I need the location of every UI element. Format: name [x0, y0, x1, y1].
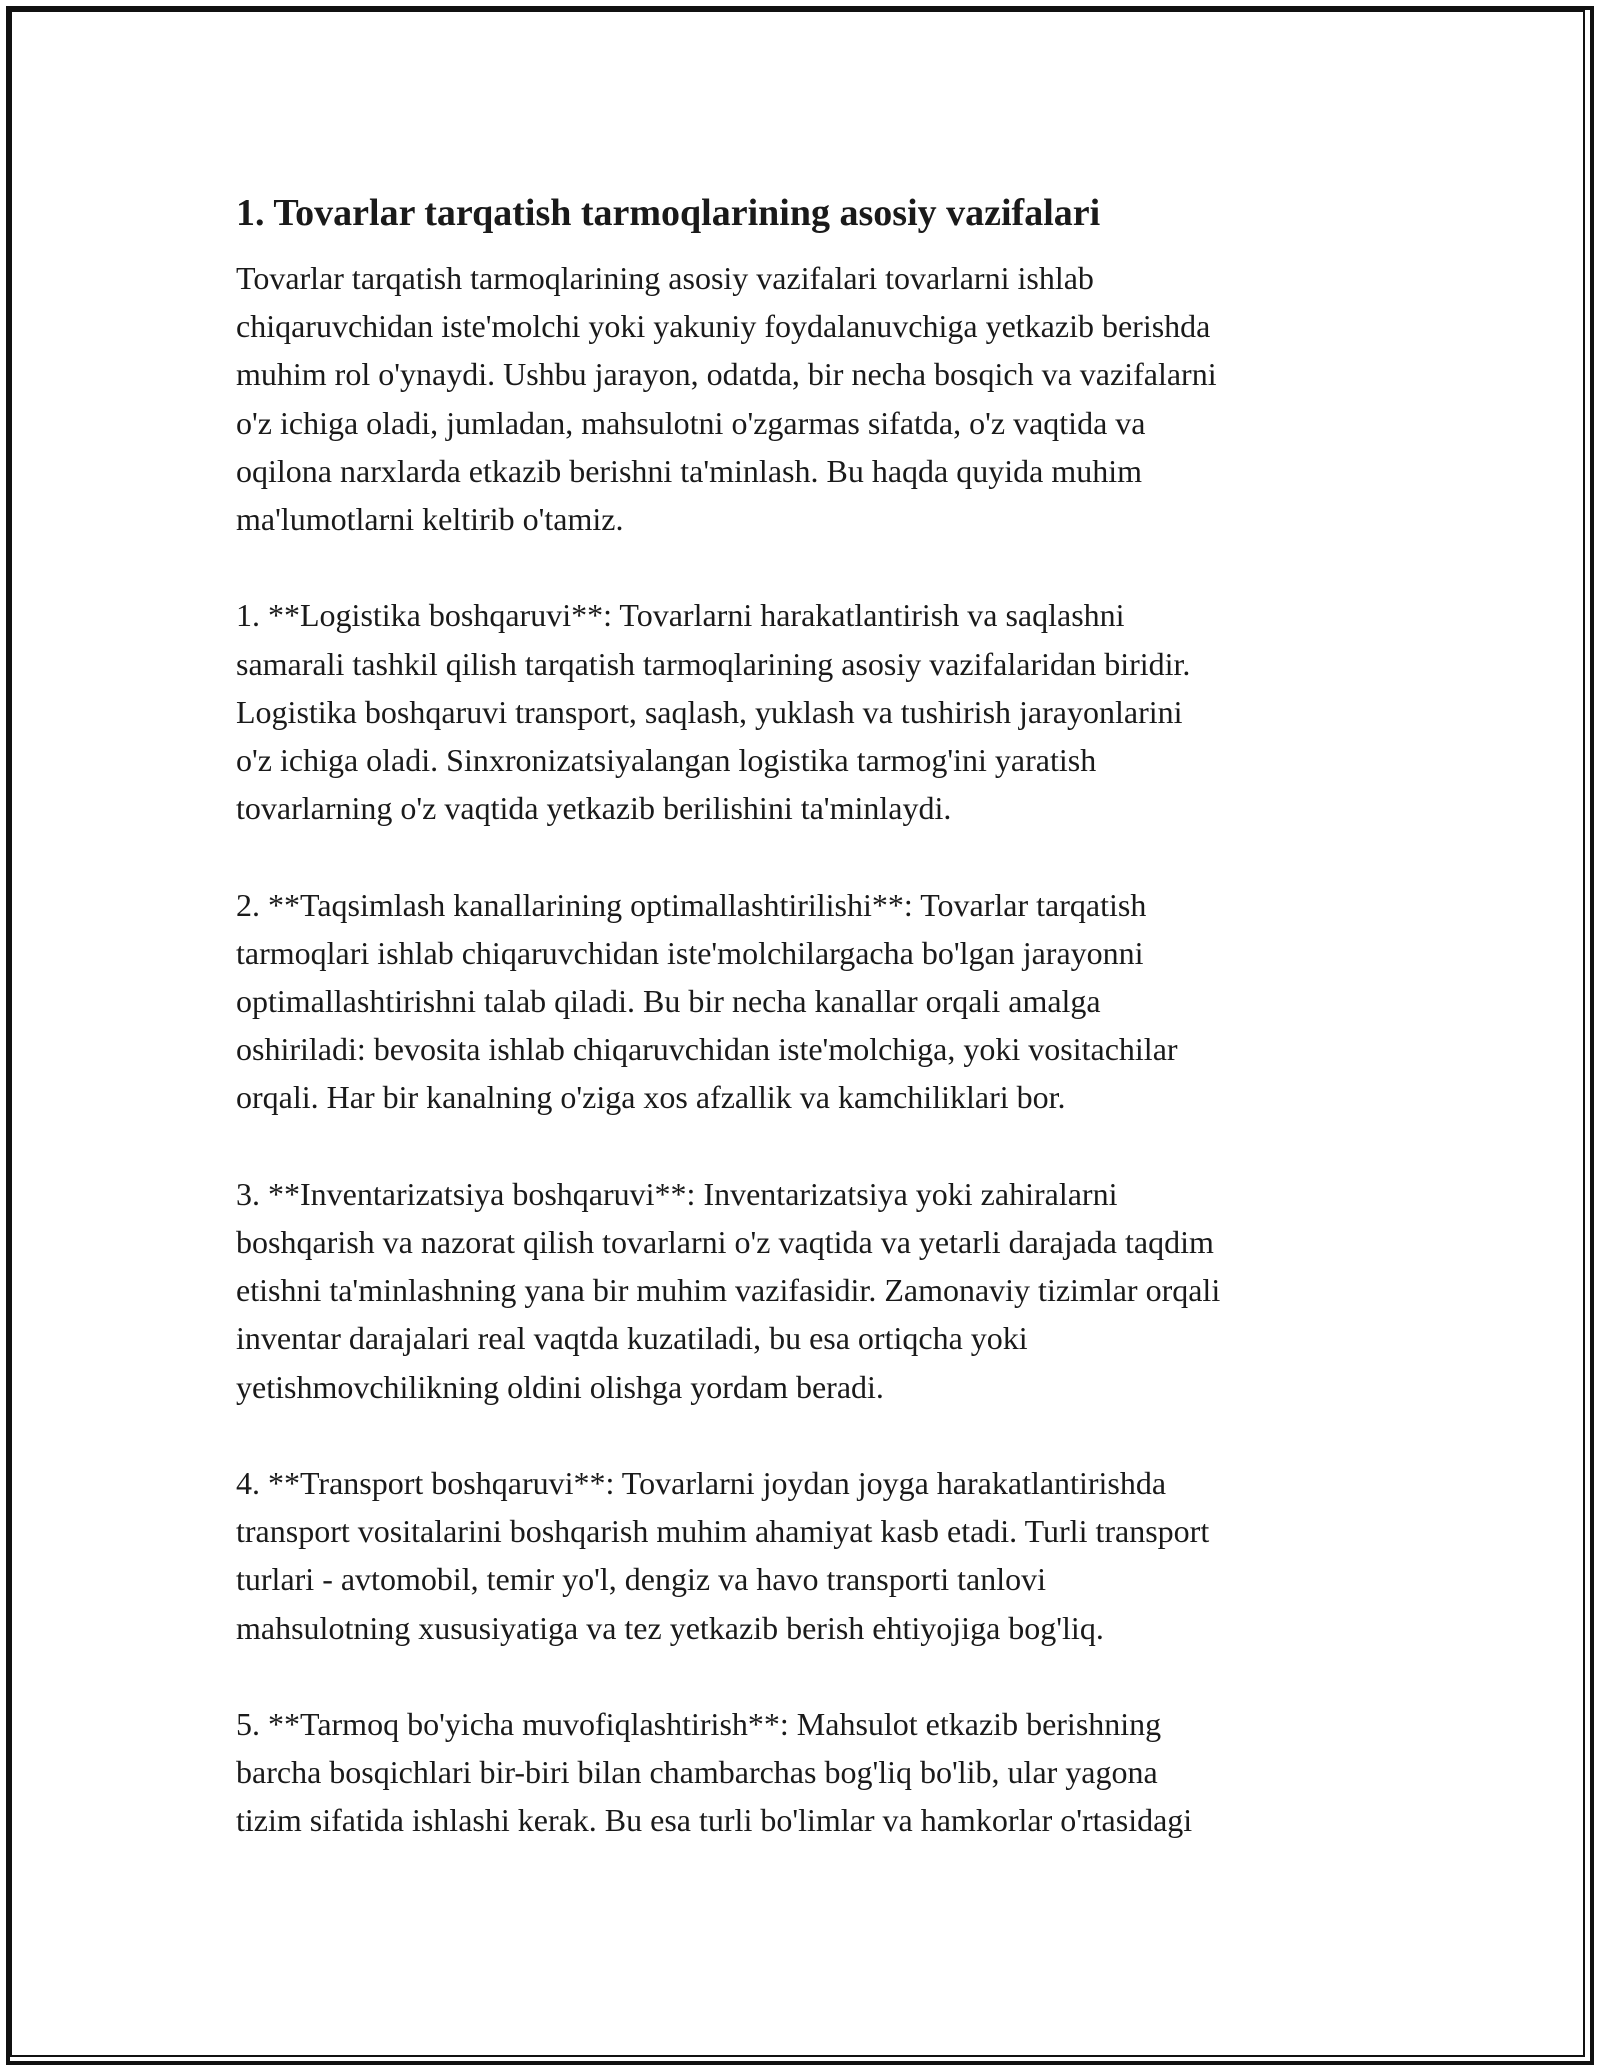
text-line: 4. **Transport boshqaruvi**: Tovarlarni joydan joyga harakatlantirishda [236, 1465, 1167, 1502]
text-line: transport vositalarini boshqarish muhim ahamiyat kasb etadi. Turli transport [236, 1513, 1210, 1550]
section-heading: 1. Tovarlar tarqatish tarmoqlarining asosiy vazifalari [236, 192, 1101, 234]
network-coordination-paragraph [236, 1700, 1376, 1845]
text-line: chiqaruvchidan iste'molchi yoki yakuniy foydalanuvchiga yetkazib berishda [236, 308, 1211, 345]
text-line: turlari - avtomobil, temir yo'l, dengiz va havo transporti tanlovi [236, 1561, 1047, 1598]
text-line: samarali tashkil qilish tarqatish tarmoqlarining asosiy vazifalaridan biridir. [236, 645, 1191, 682]
text-line: tizim sifatida ishlashi kerak. Bu esa turli bo'limlar va hamkorlar o'rtasidagi [236, 1802, 1193, 1839]
text-line: 5. **Tarmoq bo'yicha muvofiqlashtirish**: Mahsulot etkazib berishning [236, 1706, 1162, 1743]
text-line: orqali. Har bir kanalning o'ziga xos afzallik va kamchiliklari bor. [236, 1079, 1066, 1116]
transport-paragraph [236, 1459, 1376, 1652]
text-line: oqilona narxlarda etkazib berishni ta'minlash. Bu haqda quyida muhim [236, 452, 1142, 489]
text-line: yetishmovchilikning oldini olishga yordam beradi. [236, 1368, 884, 1405]
text-line: muhim rol o'ynaydi. Ushbu jarayon, odatda, bir necha bosqich va vazifalarni [236, 356, 1217, 393]
text-line: Logistika boshqaruvi transport, saqlash, yuklash va tushirish jarayonlarini [236, 693, 1183, 730]
text-line: Tovarlar tarqatish tarmoqlarining asosiy vazifalari tovarlarni ishlab [236, 260, 1094, 296]
text-line: o'z ichiga oladi, jumladan, mahsulotni o'zgarmas sifatda, o'z vaqtida va [236, 404, 1146, 441]
text-line: optimallashtirishni talab qiladi. Bu bir necha kanallar orqali amalga [236, 983, 1101, 1020]
logistics-paragraph [236, 591, 1376, 832]
text-line: boshqarish va nazorat qilish tovarlarni o'z vaqtida va yetarli darajada taqdim [236, 1224, 1214, 1261]
text-line: 2. **Taqsimlash kanallarining optimallashtirilishi**: Tovarlar tarqatish [236, 886, 1147, 923]
distribution-channels-paragraph [236, 881, 1376, 1122]
text-line: 3. **Inventarizatsiya boshqaruvi**: Inventarizatsiya yoki zahiralarni [236, 1175, 1118, 1212]
intro-paragraph [236, 254, 1376, 543]
text-line: barcha bosqichlari bir-biri bilan chambarchas bog'liq bo'lib, ular yagona [236, 1754, 1158, 1791]
text-line: mahsulotning xususiyatiga va tez yetkazib berish ehtiyojiga bog'liq. [236, 1609, 1104, 1646]
text-line: tarmoqlari ishlab chiqaruvchidan iste'molchilargacha bo'lgan jarayonni [236, 934, 1144, 971]
text-line: ma'lumotlarni keltirib o'tamiz. [236, 501, 624, 538]
text-line: oshiriladi: bevosita ishlab chiqaruvchidan iste'molchiga, yoki vositachilar [236, 1031, 1178, 1068]
text-line: tovarlarning o'z vaqtida yetkazib berilishini ta'minlaydi. [236, 790, 952, 827]
text-line: 1. **Logistika boshqaruvi**: Tovarlarni harakatlantirish va saqlashni [236, 597, 1125, 634]
text-line: inventar darajalari real vaqtda kuzatiladi, bu esa ortiqcha yoki [236, 1320, 1028, 1357]
text-line: o'z ichiga oladi. Sinxronizatsiyalangan logistika tarmog'ini yaratish [236, 742, 1097, 779]
text-line: etishni ta'minlashning yana bir muhim vazifasidir. Zamonaviy tizimlar orqali [236, 1272, 1221, 1309]
document-body [236, 182, 1376, 1893]
inventory-paragraph [236, 1170, 1376, 1411]
